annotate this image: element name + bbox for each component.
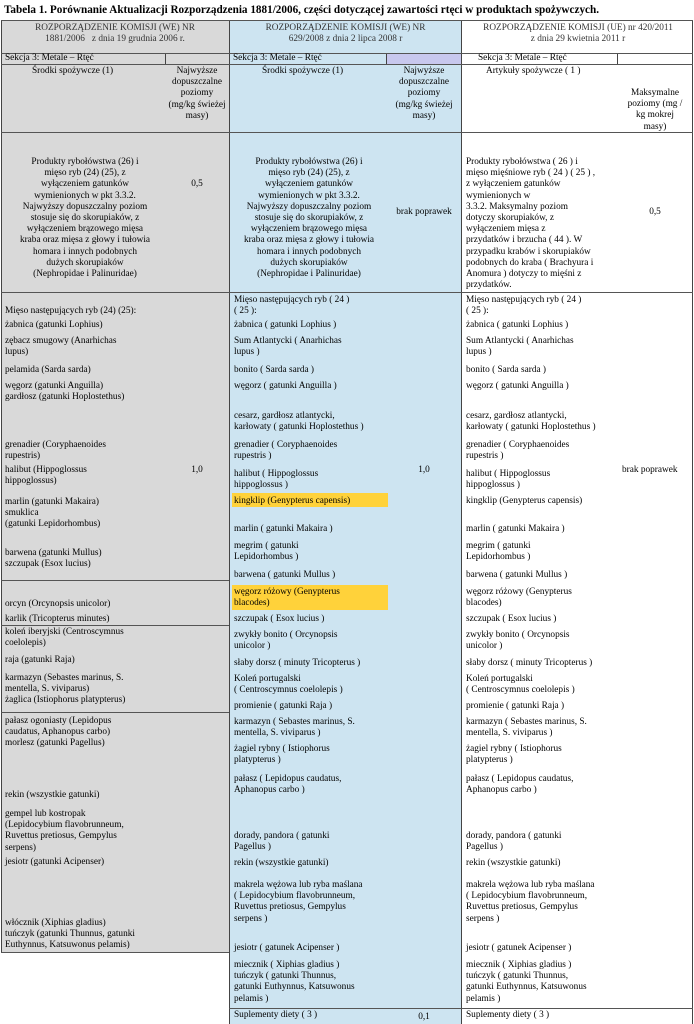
col1-species: koleń iberyjski (Centroscymnus coelolepis) xyxy=(5,627,124,649)
col2-header-food: Środki spożywcze (1) xyxy=(262,66,344,76)
col3-species: żabnica ( gatunki Lophius ) xyxy=(466,320,569,330)
border-left xyxy=(1,20,2,953)
col2-species: promienie ( gatunki Raja ) xyxy=(234,701,333,711)
col1-species: barwena (gatunki Mullus) szczupak (Esox lucius) xyxy=(5,548,102,570)
col2-fish-value: brak poprawek xyxy=(396,207,452,217)
col3-species: rekin (wszystkie gatunki) xyxy=(466,858,561,868)
col2-species: miecznik ( Xiphias gladius ) tuńczyk ( gatunki Thunnus, gatunki Euthynnus, Katsuwonus pelamis ) xyxy=(234,960,355,1004)
col3-species: promienie ( gatunki Raja ) xyxy=(466,701,565,711)
col1-species: orcyn (Orcynopsis unicolor) xyxy=(5,599,111,609)
col2-supplements: Suplementy diety ( 3 ) xyxy=(234,1010,318,1020)
subcol-divider-3 xyxy=(617,54,618,64)
col2-species: cesarz, gardłosz atlantycki, karłowaty ( gatunki Hoplostethus ) xyxy=(234,411,364,433)
col3-header-max: Maksymalne poziomy (mg / kg mokrej masy) xyxy=(627,88,683,132)
col2-species: Koleń portugalski ( Centroscymnus coelolepis ) xyxy=(234,674,343,696)
col3-species: jesiotr ( gatunek Acipenser ) xyxy=(466,943,572,953)
col1-section: Sekcja 3: Metale – Rtęć xyxy=(5,53,94,63)
col2-species: karmazyn ( Sebastes marinus, S. mentella, S. viviparus ) xyxy=(234,717,355,739)
col3-meat-value: brak poprawek xyxy=(622,465,678,475)
col2-regulation: ROZPORZĄDZENIE KOMISJI (WE) NR 629/2008 z dnia 2 lipca 2008 r xyxy=(265,23,426,45)
col1-meat-value: 1,0 xyxy=(191,465,203,475)
col2-species: węgorz ( gatunki Anguilla ) xyxy=(234,381,337,391)
col2-species: megrim ( gatunki Lepidorhombus ) xyxy=(234,541,299,563)
table-title: Tabela 1. Porównanie Aktualizacji Rozporządzenia 1881/2006, części dotyczącej zawartości rtęci w produktach spożywczych. xyxy=(4,4,600,16)
col3-species: kingklip (Genypterus capensis) xyxy=(466,496,583,506)
col2-supplements-value: 0,1 xyxy=(418,1012,430,1022)
col3-species: szczupak ( Esox lucius ) xyxy=(466,614,557,624)
col3-species: karmazyn ( Sebastes marinus, S. mentella, S. viviparus ) xyxy=(466,717,587,739)
col1-species: rekin (wszystkie gatunki) xyxy=(5,790,100,800)
col3-species: pałasz ( Lepidopus caudatus, Aphanopus carbo ) xyxy=(466,774,574,796)
col3-species: miecznik ( Xiphias gladius ) tuńczyk ( gatunki Thunnus, gatunki Euthynnus, Katsuwonus pelamis ) xyxy=(466,960,587,1004)
col1-meat-heading: Mięso następujących ryb (24) (25): xyxy=(5,306,137,316)
col1-species: zębacz smugowy (Anarhichas lupus) xyxy=(5,336,117,358)
col3-species: Koleń portugalski ( Centroscymnus coelolepis ) xyxy=(466,674,575,696)
col2-species: słaby dorsz ( minuty Tricopterus ) xyxy=(234,658,361,668)
hline-header xyxy=(1,64,693,65)
col3-species: megrim ( gatunki Lepidorhombus ) xyxy=(466,541,531,563)
col1-species: halibut (Hippoglossus hippoglossus) xyxy=(5,465,87,487)
col2-species: halibut ( Hippoglossus hippoglossus ) xyxy=(234,469,319,491)
column-divider-2 xyxy=(461,20,462,1024)
col3-species: grenadier ( Coryphaenoides rupestris ) xyxy=(466,440,570,462)
col3-species: zwykły bonito ( Orcynopsis unicolor ) xyxy=(466,630,570,652)
col1-fish-value: 0,5 xyxy=(191,179,203,189)
col3-species: węgorz ( gatunki Anguilla ) xyxy=(466,381,569,391)
col2-meat-value: 1,0 xyxy=(418,465,430,475)
col1-species: gempel lub kostropak (Lepidocybium flavobrunneum, Ruvettus pretiosus, Gempylus serpens) xyxy=(5,809,124,853)
col3-section: Sekcja 3: Metale – Rtęć xyxy=(478,53,567,63)
col3-species: żagiel rybny ( Istiophorus platypterus ) xyxy=(466,744,562,766)
hline-col1-c xyxy=(1,712,229,713)
col2-species: pałasz ( Lepidopus caudatus, Aphanopus carbo ) xyxy=(234,774,342,796)
hline-supl xyxy=(229,1008,693,1009)
col3-species: barwena ( gatunki Mullus ) xyxy=(466,570,568,580)
col1-species: karlik (Tricopterus minutes) xyxy=(5,614,110,624)
col1-fish-products: Produkty rybołówstwa (26) i mięso ryb (24) (25), z wyłączeniem gatunków wymienionych w pkt 3.3.2. Najwyższy dopuszczalny poziom stosuje się do skorupiaków, z wyłączeniem brązowego mięsa kraba oraz mięsa z głowy i tułowia homara i innych podobnych dużych skorupiaków (Nephropidae i Palinuridae) xyxy=(19,157,151,280)
header-shade xyxy=(386,54,461,64)
col3-species: bonito ( Sarda sarda ) xyxy=(466,365,547,375)
col3-species: marlin ( gatunki Makaira ) xyxy=(466,524,565,534)
col3-supplements: Suplementy diety ( 3 ) xyxy=(466,1010,550,1020)
col3-fish-value: 0,5 xyxy=(649,207,661,217)
col1-regulation: ROZPORZĄDZENIE KOMISJI (WE) NR 1881/2006 z dnia 19 grudnia 2006 r. xyxy=(35,23,195,45)
col2-species: żabnica ( gatunki Lophius ) xyxy=(234,320,337,330)
hline-meat-top xyxy=(1,292,693,293)
col1-species: marlin (gatunki Makaira) smuklica (gatunki Lepidorhombus) xyxy=(5,497,101,530)
col2-species-kingklip: kingklip (Genypterus capensis) xyxy=(234,496,351,506)
col2-fish-products: Produkty rybołówstwa (26) i mięso ryb (24) (25), z wyłączeniem gatunków wymienionych w pkt 3.3.2. Najwyższy dopuszczalny poziom stosuje się do skorupiaków, z wyłączeniem brązowego mięsa kraba oraz mięsa z głowy i tułowia homara i innych podobnych dużych skorupiaków (Nephropidae i Palinuridae) xyxy=(243,157,375,280)
col1-species: raja (gatunki Raja) xyxy=(5,655,75,665)
col3-meat-heading: Mięso następujących ryb ( 24 ) ( 25 ): xyxy=(466,295,582,317)
col2-species: grenadier ( Coryphaenoides rupestris ) xyxy=(234,440,338,462)
col2-species-wegorz-rozowy: węgorz różowy (Genypterus blacodes) xyxy=(234,587,340,609)
col3-species: słaby dorsz ( minuty Tricopterus ) xyxy=(466,658,593,668)
col3-species: halibut ( Hippoglossus hippoglossus ) xyxy=(466,469,551,491)
col2-species: barwena ( gatunki Mullus ) xyxy=(234,570,336,580)
col3-species: Sum Atlantycki ( Anarhichas lupus ) xyxy=(466,336,574,358)
subcol-divider-2 xyxy=(386,54,387,64)
col3-species: makrela wężowa lub ryba maślana ( Lepidocybium flavobrunneum, Ruvettus pretiosus, Gempylus serpens ) xyxy=(466,880,595,924)
col2-species: jesiotr ( gatunek Acipenser ) xyxy=(234,943,340,953)
border-right xyxy=(692,20,693,1024)
column-divider-1 xyxy=(229,20,230,1024)
hline-col1-bottom xyxy=(1,952,229,953)
col1-species: węgorz (gatunki Anguilla) gardłosz (gatunki Hoplostethus) xyxy=(5,381,125,403)
col2-species: marlin ( gatunki Makaira ) xyxy=(234,524,333,534)
col3-fish-products: Produkty rybołówstwa ( 26 ) i mięso mięśniowe ryb ( 24 ) ( 25 ) , z wyłączeniem gatunków wymienionych w 3.3.2. Maksymalny poziom dotyczy skorupiaków, z wyłączeniem mięsa z przydatków i brzucha ( 44 ). W przypadku krabów i skorupiaków podobnych do kraba ( Brachyura i Anomura ) dotyczy to mięśni z przydatków. xyxy=(466,157,596,291)
col2-species: rekin (wszystkie gatunki) xyxy=(234,858,329,868)
col3-species: dorady, pandora ( gatunki Pagellus ) xyxy=(466,831,562,853)
col2-species: dorady, pandora ( gatunki Pagellus ) xyxy=(234,831,330,853)
col2-section: Sekcja 3: Metale – Rtęć xyxy=(233,53,322,63)
col3-species: węgorz różowy (Genypterus blacodes) xyxy=(466,587,572,609)
col2-species: bonito ( Sarda sarda ) xyxy=(234,365,315,375)
hline-top xyxy=(1,20,693,21)
col3-regulation: ROZPORZĄDZENIE KOMISJI (UE) nr 420/2011 z dnia 29 kwietnia 2011 r xyxy=(483,23,673,45)
col1-species: żabnica (gatunki Lophius) xyxy=(5,320,103,330)
col1-header-food: Środki spożywcze (1) xyxy=(32,66,114,76)
col1-header-max: Najwyższe dopuszczalne poziomy (mg/kg świeżej masy) xyxy=(168,66,226,121)
col1-species: grenadier (Coryphaenoides rupestris) xyxy=(5,440,106,462)
col1-species: jesiotr (gatunki Acipenser) xyxy=(5,857,105,867)
col2-species: zwykły bonito ( Orcynopsis unicolor ) xyxy=(234,630,338,652)
col3-header-food: Artykuły spożywcze ( 1 ) xyxy=(486,66,581,76)
col1-species: karmazyn (Sebastes marinus, S. mentella, S. viviparus) żaglica (Istiophorus platypterus) xyxy=(5,673,126,706)
col2-species: żagiel rybny ( Istiophorus platypterus ) xyxy=(234,744,330,766)
col2-header-max: Najwyższe dopuszczalne poziomy (mg/kg świeżej masy) xyxy=(395,66,453,121)
col2-species: szczupak ( Esox lucius ) xyxy=(234,614,325,624)
col1-species: pelamida (Sarda sarda) xyxy=(5,365,91,375)
col2-species: Sum Atlantycki ( Anarhichas lupus ) xyxy=(234,336,342,358)
col1-species: włócznik (Xiphias gladius) tuńczyk (gatunki Thunnus, gatunki Euthynnus, Katsuwonus pelamis) xyxy=(5,918,135,951)
col3-species: cesarz, gardłosz atlantycki, karłowaty ( gatunki Hoplostethus ) xyxy=(466,411,596,433)
subcol-divider-1 xyxy=(165,54,166,64)
col1-species: pałasz ogoniasty (Lepidopus caudatus, Aphanopus carbo) morlesz (gatunki Pagellus) xyxy=(5,716,112,749)
hline-section xyxy=(1,53,693,54)
col2-species: makrela wężowa lub ryba maślana ( Lepidocybium flavobrunneum, Ruvettus pretiosus, Gempylus serpens ) xyxy=(234,880,363,924)
hline-col1-a xyxy=(1,580,229,581)
col2-meat-heading: Mięso następujących ryb ( 24 ) ( 25 ): xyxy=(234,295,350,317)
hline-fish-top xyxy=(1,132,693,133)
